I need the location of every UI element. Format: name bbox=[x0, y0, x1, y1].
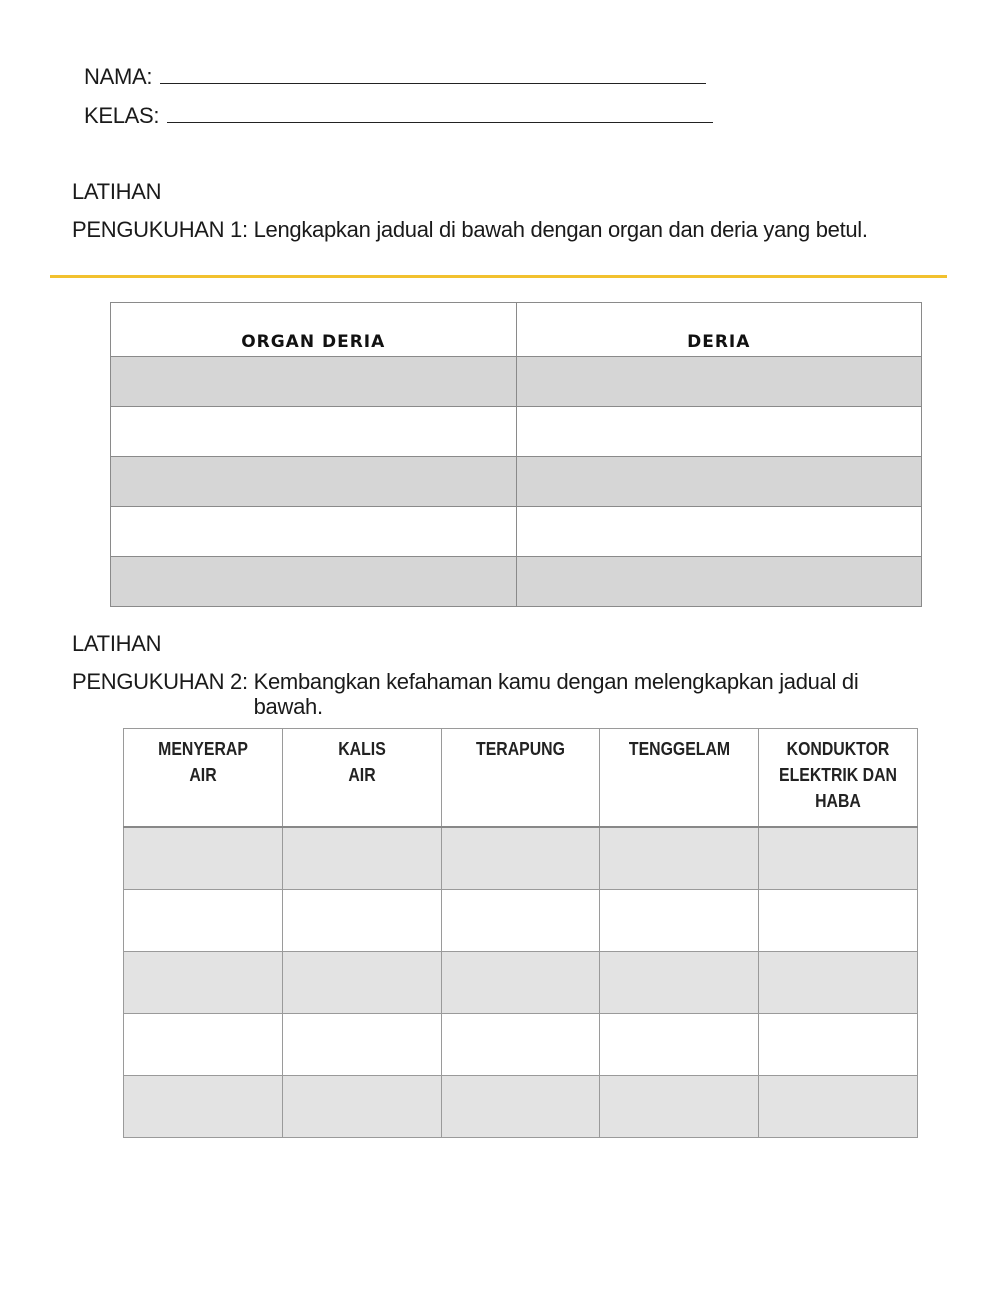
table-row bbox=[111, 357, 922, 407]
answer-cell[interactable] bbox=[441, 827, 600, 890]
section2-instruction-text: Kembangkan kefahaman kamu dengan melengkapkan jadual di bawah. bbox=[253, 669, 859, 719]
organ-deria-table bbox=[110, 302, 922, 607]
answer-cell[interactable] bbox=[441, 890, 600, 952]
property-header-label: KALIS AIR bbox=[337, 739, 386, 785]
answer-cell[interactable] bbox=[600, 1076, 759, 1138]
answer-cell[interactable] bbox=[759, 1076, 918, 1138]
answer-cell[interactable] bbox=[516, 557, 922, 607]
table-row bbox=[124, 827, 918, 890]
answer-cell[interactable] bbox=[282, 890, 441, 952]
section2-latihan-heading: LATIHAN bbox=[72, 631, 162, 656]
answer-cell[interactable] bbox=[124, 1076, 283, 1138]
property-header-label: MENYERAP AIR bbox=[158, 739, 248, 785]
kelas-input-line[interactable] bbox=[167, 104, 713, 123]
answer-cell[interactable] bbox=[441, 952, 600, 1014]
material-properties-table bbox=[123, 728, 918, 1138]
answer-cell[interactable] bbox=[111, 557, 517, 607]
property-header-3 bbox=[600, 729, 759, 828]
answer-cell[interactable] bbox=[111, 407, 517, 457]
section2-instruction-prefix: PENGUKUHAN 2: bbox=[72, 669, 248, 694]
section2-instruction bbox=[72, 669, 874, 719]
table-row bbox=[124, 1076, 918, 1138]
answer-cell[interactable] bbox=[282, 1076, 441, 1138]
nama-input-line[interactable] bbox=[160, 65, 706, 84]
answer-cell[interactable] bbox=[124, 952, 283, 1014]
answer-cell[interactable] bbox=[600, 827, 759, 890]
header-deria: DERIA bbox=[516, 303, 922, 357]
property-header-1 bbox=[282, 729, 441, 828]
answer-cell[interactable] bbox=[124, 890, 283, 952]
table-row bbox=[111, 457, 922, 507]
answer-cell[interactable] bbox=[600, 890, 759, 952]
answer-cell[interactable] bbox=[516, 457, 922, 507]
nama-label: NAMA: bbox=[84, 64, 153, 89]
property-header-0 bbox=[124, 729, 283, 828]
answer-cell[interactable] bbox=[282, 1014, 441, 1076]
table-row bbox=[111, 407, 922, 457]
property-header-label: TENGGELAM bbox=[628, 739, 730, 759]
answer-cell[interactable] bbox=[516, 507, 922, 557]
answer-cell[interactable] bbox=[124, 1014, 283, 1076]
answer-cell[interactable] bbox=[759, 952, 918, 1014]
answer-cell[interactable] bbox=[759, 890, 918, 952]
yellow-divider bbox=[50, 275, 947, 278]
property-header-4 bbox=[759, 729, 918, 828]
section1-latihan-heading: LATIHAN bbox=[72, 179, 162, 204]
section1-instruction: PENGUKUHAN 1: Lengkapkan jadual di bawah dengan organ dan deria yang betul. bbox=[72, 217, 868, 242]
answer-cell[interactable] bbox=[516, 357, 922, 407]
header-organ-deria: ORGAN DERIA bbox=[111, 303, 517, 357]
table-row bbox=[124, 890, 918, 952]
answer-cell[interactable] bbox=[282, 827, 441, 890]
answer-cell[interactable] bbox=[124, 827, 283, 890]
property-header-label: TERAPUNG bbox=[476, 739, 565, 759]
answer-cell[interactable] bbox=[111, 457, 517, 507]
nama-field-row bbox=[84, 64, 706, 90]
answer-cell[interactable] bbox=[441, 1076, 600, 1138]
table-row bbox=[111, 507, 922, 557]
property-header-2 bbox=[441, 729, 600, 828]
property-header-label: KONDUKTOR ELEKTRIK DAN HABA bbox=[779, 739, 898, 811]
answer-cell[interactable] bbox=[111, 507, 517, 557]
table-row bbox=[124, 952, 918, 1014]
answer-cell[interactable] bbox=[282, 952, 441, 1014]
answer-cell[interactable] bbox=[111, 357, 517, 407]
answer-cell[interactable] bbox=[516, 407, 922, 457]
answer-cell[interactable] bbox=[600, 952, 759, 1014]
answer-cell[interactable] bbox=[759, 827, 918, 890]
table-row bbox=[124, 1014, 918, 1076]
kelas-label: KELAS: bbox=[84, 103, 160, 128]
answer-cell[interactable] bbox=[759, 1014, 918, 1076]
table-row bbox=[111, 557, 922, 607]
answer-cell[interactable] bbox=[600, 1014, 759, 1076]
kelas-field-row bbox=[84, 103, 713, 129]
answer-cell[interactable] bbox=[441, 1014, 600, 1076]
